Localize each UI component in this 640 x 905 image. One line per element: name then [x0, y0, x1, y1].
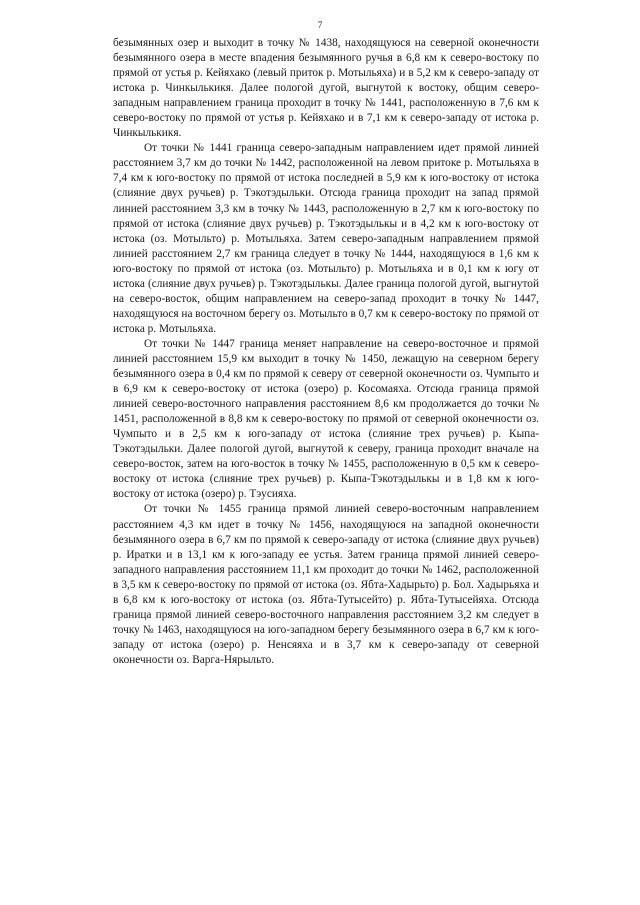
paragraph-point-1447: От точки № 1447 граница меняет направление на северо-восточное и прямой линией расстоянием 15,9 км выходит в точку № 1450, лежащую на северном берегу безымянного озера в 0,4 км по прямой к северу от северной оконечности оз. Чумпыто и в 6,9 км к северо-востоку от истока (озеро) р. Косомаяха. Отсюда граница прямой линией северо-восточного направления расстоянием 8,6 км продолжается до точки № 1451, расположенной в 8,8 км к северо-востоку по прямой от северной оконечности оз. Чумпыто и в 2,5 км к юго-западу от истока (слияние трех ручьев) р. Кыпа-Тэкотэдыльки. Далее пологой дугой, выгнутой к северу, граница проходит вначале на северо-восток, затем на юго-восток в точку № 1455, расположенную в 0,5 км к северо-востоку от истока (слияние трех ручьев) р. Кыпа-Тэкотэдылькы и в 1,8 км к юго-востоку от истока (озеро) р. Тэусияха. [113, 337, 539, 501]
page-number: 7 [317, 20, 323, 30]
paragraph-continuation: безымянных озер и выходит в точку № 1438, находящуюся на северной оконечности безымянного озера в месте впадения безымянного ручья в 6,8 км к северо-востоку по прямой от устья р. Кейяхако (левый приток р. Мотыльяха) и в 5,2 км к северо-западу от истока р. Чинкылькикя. Далее пологой дугой, выгнутой к востоку, общим северо-западным направлением граница проходит в точку № 1441, расположенную в 7,6 км к северо-востоку по прямой от устья р. Кейяхако и в 7,1 км к северо-западу от истока р. Чинкылькикя. [113, 37, 539, 140]
paragraph-point-1441: От точки № 1441 граница северо-западным направлением идет прямой линией расстоянием 3,7 км до точки № 1442, расположенной на левом притоке р. Мотыльяха в 7,4 км к юго-востоку по прямой от истока последней в 5,9 км к юго-востоку от истока (слияние двух ручьев) р. Тэкотэдыльки. Отсюда граница проходит на запад прямой линией расстоянием 3,3 км в точку № 1443, расположенную в 2,7 км к юго-востоку по прямой от истока (слияние двух ручьев) р. Тэкотэдылькы и в 4,2 км к юго-востоку от истока (оз. Мотыльто) р. Мотыльяха. Затем северо-западным направлением прямой линией расстоянием 2,7 км граница следует в точку № 1444, находящуюся в 1,6 км к юго-востоку по прямой от истока (оз. Мотыльто) р. Мотыльяха и в 0,1 км к югу от истока (слияние двух ручьев) р. Тэкотэдылькы. Далее граница пологой дугой, выгнутой на северо-восток, общим направлением на северо-запад проходит в точку № 1447, находящуюся на восточном берегу оз. Мотыльто в 0,7 км к северо-востоку по прямой от истока р. Мотыльяха. [113, 142, 539, 335]
paragraph-point-1455: От точки № 1455 граница прямой линией северо-восточным направлением расстоянием 4,3 км идет в точку № 1456, находящуюся на западной оконечности безымянного озера в 6,7 км по прямой к северо-западу от истока (слияние двух ручьев) р. Иратки и в 13,1 км к юго-западу ее устья. Затем граница прямой линией северо-западного направления расстоянием 11,1 км проходит до точки № 1462, расположенной в 3,5 км к северо-востоку по прямой от истока (оз. Ябта-Хадырьто) р. Бол. Хадырьяха и в 6,8 км к юго-востоку от истока (оз. Ябта-Тутысейто) р. Ябта-Тутысейяха. Отсюда граница прямой линией северо-восточного направления расстоянием 3,2 км следует в точку № 1463, находящуюся на юго-западном берегу безымянного озера в 6,7 км к юго-западу от истока (озеро) р. Ненсяяха и в 3,7 км к северо-западу от северной оконечности оз. Варга-Нярыльто. [113, 503, 539, 666]
document-body [113, 36, 539, 668]
